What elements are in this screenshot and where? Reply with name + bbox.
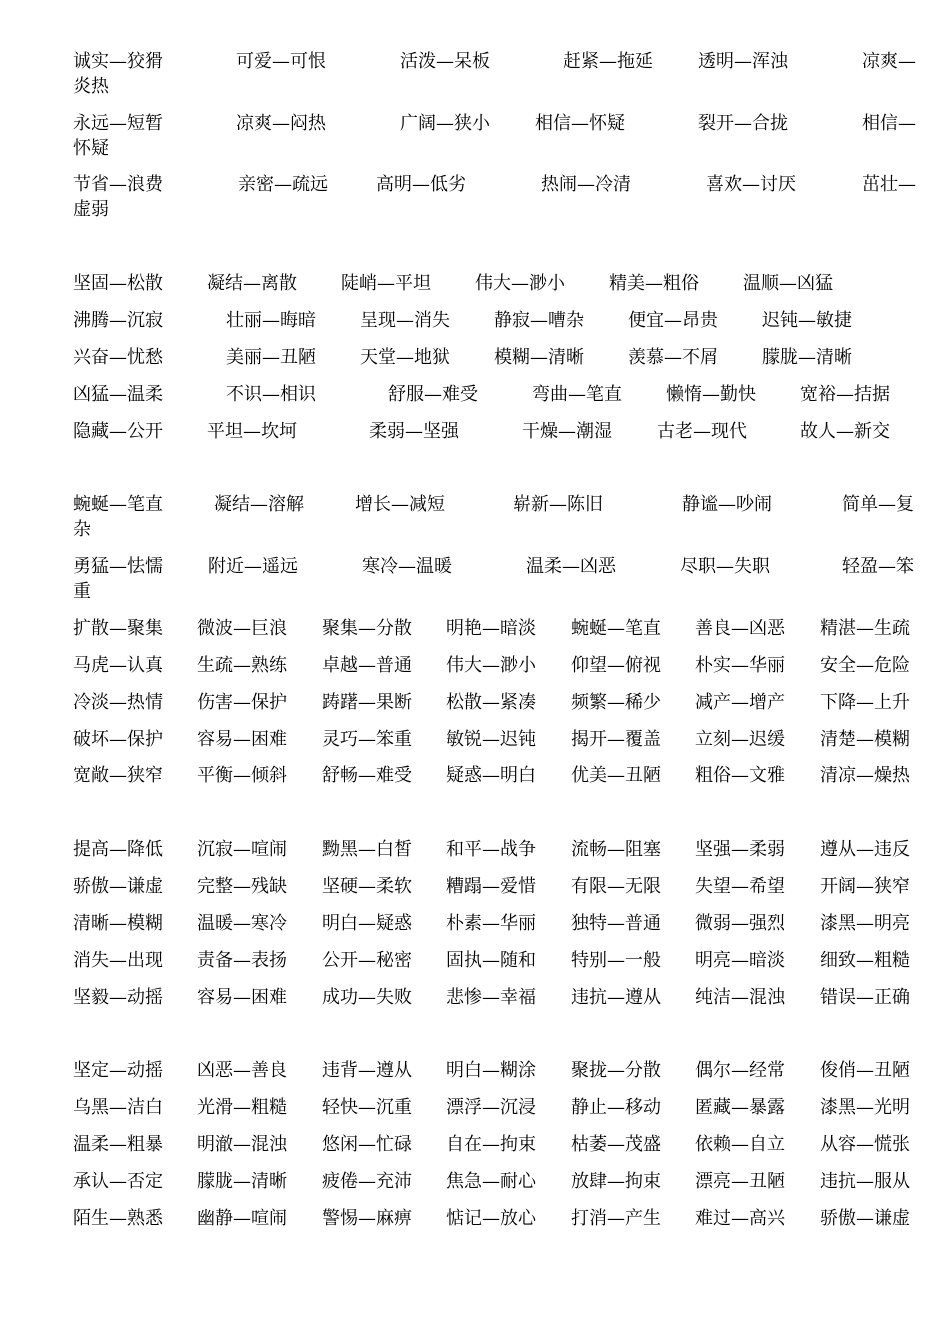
antonym-pair: 柔弱—坚强 [369, 421, 459, 442]
antonym-pair: 喜欢—讨厌 [706, 174, 796, 195]
antonym-row [0, 691, 950, 715]
antonym-row [0, 949, 950, 973]
antonym-pair: 惦记—放心 [446, 1208, 536, 1229]
antonym-pair: 舒服—难受 [388, 384, 478, 405]
antonym-pair: 乌黑—洁白 [73, 1097, 163, 1118]
antonym-pair: 平坦—坎坷 [207, 421, 297, 442]
antonym-row [0, 272, 950, 296]
antonym-pair: 温暖—寒冷 [197, 913, 287, 934]
antonym-pair: 流畅—阻塞 [571, 839, 661, 860]
antonym-pair: 清楚—模糊 [820, 729, 910, 750]
antonym-pair: 兴奋—忧愁 [73, 347, 163, 368]
antonym-pair: 独特—普通 [571, 913, 661, 934]
antonym-row [0, 173, 950, 197]
antonym-pair: 安全—危险 [820, 655, 910, 676]
antonym-row [0, 1170, 950, 1194]
antonym-pair: 平衡—倾斜 [197, 765, 287, 786]
antonym-pair: 揭开—覆盖 [571, 729, 661, 750]
antonym-pair: 明艳—暗淡 [446, 618, 536, 639]
antonym-pair: 漂浮—沉浸 [446, 1097, 536, 1118]
antonym-pair: 失望—希望 [695, 876, 785, 897]
antonym-pair: 敏锐—迟钝 [446, 729, 536, 750]
antonym-pair: 迟钝—敏捷 [762, 310, 852, 331]
antonym-pair: 微波—巨浪 [197, 618, 287, 639]
antonym-pair: 善良—凶恶 [695, 618, 785, 639]
antonym-row [0, 1133, 950, 1157]
antonym-pair: 特别—一般 [571, 950, 661, 971]
antonym-pair: 聚集—分散 [322, 618, 412, 639]
antonym-pair: 热闹—冷清 [541, 174, 631, 195]
antonym-pair: 朦胧—清晰 [762, 347, 852, 368]
antonym-row [0, 654, 950, 678]
antonym-pair: 幽静—喧闹 [197, 1208, 287, 1229]
antonym-pair: 明澈—混浊 [197, 1134, 287, 1155]
antonym-pair: 相信—怀疑 [535, 113, 625, 134]
antonym-pair: 容易—困难 [197, 729, 287, 750]
antonym-pair: 呈现—消失 [360, 310, 450, 331]
antonym-pair: 陌生—熟悉 [73, 1208, 163, 1229]
antonym-pair: 责备—表扬 [197, 950, 287, 971]
antonym-pair: 频繁—稀少 [571, 692, 661, 713]
antonym-pair: 糟蹋—爱惜 [446, 876, 536, 897]
antonym-pair: 粗俗—文雅 [695, 765, 785, 786]
antonym-pair: 冷淡—热情 [73, 692, 163, 713]
antonym-pair: 微弱—强烈 [695, 913, 785, 934]
antonym-row [0, 112, 950, 136]
antonym-pair: 亲密—疏远 [238, 174, 328, 195]
antonym-pair: 蜿蜒—笔直 [73, 494, 163, 515]
antonym-pair: 从容—慌张 [820, 1134, 910, 1155]
antonym-pair: 寒冷—温暖 [362, 556, 452, 577]
antonym-pair: 违抗—遵从 [571, 987, 661, 1008]
antonym-row [0, 617, 950, 641]
antonym-pair: 凶恶—善良 [197, 1060, 287, 1081]
antonym-pair: 舒畅—难受 [322, 765, 412, 786]
antonym-pair: 打消—产生 [571, 1208, 661, 1229]
antonym-pair: 裂开—合拢 [698, 113, 788, 134]
antonym-pair: 疲倦—充沛 [322, 1171, 412, 1192]
antonym-pair: 减产—增产 [695, 692, 785, 713]
antonym-pair: 成功—失败 [322, 987, 412, 1008]
antonym-pair: 疑惑—明白 [446, 765, 536, 786]
antonym-pair: 生疏—熟练 [197, 655, 287, 676]
antonym-pair: 破坏—保护 [73, 729, 163, 750]
antonym-pair: 放肆—拘束 [571, 1171, 661, 1192]
antonym-pair: 骄傲—谦虚 [73, 876, 163, 897]
antonym-pair: 透明—浑浊 [698, 51, 788, 72]
antonym-row [0, 555, 950, 579]
antonym-pair: 仰望—俯视 [571, 655, 661, 676]
antonym-row [0, 728, 950, 752]
antonym-pair: 坚强—柔弱 [695, 839, 785, 860]
antonym-pair: 俊俏—丑陋 [820, 1060, 910, 1081]
antonym-pair: 增长—减短 [355, 494, 445, 515]
antonym-row [0, 309, 950, 333]
antonym-pair: 完整—残缺 [197, 876, 287, 897]
antonym-pair: 美丽—丑陋 [226, 347, 316, 368]
antonym-pair: 焦急—耐心 [446, 1171, 536, 1192]
antonym-wrap-text: 重 [73, 581, 91, 602]
antonym-row [0, 838, 950, 862]
antonym-wrap-text: 杂 [73, 519, 91, 540]
antonym-pair: 诚实—狡猾 [73, 51, 163, 72]
antonym-row [0, 493, 950, 517]
antonym-pair: 漂亮—丑陋 [695, 1171, 785, 1192]
antonym-pair: 赶紧—拖延 [563, 51, 653, 72]
antonym-pair: 羡慕—不屑 [628, 347, 718, 368]
antonym-pair: 违背—遵从 [322, 1060, 412, 1081]
antonym-pair: 清晰—模糊 [73, 913, 163, 934]
antonym-pair: 凉爽—闷热 [236, 113, 326, 134]
antonym-pair: 模糊—清晰 [494, 347, 584, 368]
antonym-pair: 陡峭—平坦 [341, 273, 431, 294]
antonym-pair: 骄傲—谦虚 [820, 1208, 910, 1229]
antonym-row [0, 875, 950, 899]
antonym-pair: 凶猛—温柔 [73, 384, 163, 405]
antonym-pair: 凉爽— [862, 51, 916, 72]
antonym-pair: 壮丽—晦暗 [226, 310, 316, 331]
antonym-pair: 灵巧—笨重 [322, 729, 412, 750]
antonym-pair: 精美—粗俗 [609, 273, 699, 294]
antonym-pair: 朴素—华丽 [446, 913, 536, 934]
antonym-pair: 立刻—迟缓 [695, 729, 785, 750]
antonym-pair: 坚毅—动摇 [73, 987, 163, 1008]
antonym-pair: 下降—上升 [820, 692, 910, 713]
antonym-pair: 静谧—吵闹 [682, 494, 772, 515]
antonym-pair: 错误—正确 [820, 987, 910, 1008]
antonym-row [0, 346, 950, 370]
antonym-pair: 固执—随和 [446, 950, 536, 971]
antonym-pair: 偶尔—经常 [695, 1060, 785, 1081]
antonym-row [0, 50, 950, 74]
antonym-pair: 优美—丑陋 [571, 765, 661, 786]
antonym-row [0, 383, 950, 407]
antonym-row [0, 420, 950, 444]
antonym-pair: 可爱—可恨 [236, 51, 326, 72]
antonym-pair: 警惕—麻痹 [322, 1208, 412, 1229]
antonym-pair: 便宜—昂贵 [628, 310, 718, 331]
antonym-pair: 开阔—狭窄 [820, 876, 910, 897]
antonym-pair: 朦胧—清晰 [197, 1171, 287, 1192]
antonym-pair: 弯曲—笔直 [532, 384, 622, 405]
antonym-pair: 蜿蜒—笔直 [571, 618, 661, 639]
antonym-pair: 聚拢—分散 [571, 1060, 661, 1081]
antonym-pair: 节省—浪费 [73, 174, 163, 195]
antonym-pair: 静寂—嘈杂 [494, 310, 584, 331]
antonym-pair: 明白—疑惑 [322, 913, 412, 934]
antonym-pair: 凝结—离散 [207, 273, 297, 294]
antonym-pair: 违抗—服从 [820, 1171, 910, 1192]
antonym-pair: 永远—短暂 [73, 113, 163, 134]
antonym-pair: 扩散—聚集 [73, 618, 163, 639]
antonym-pair: 自在—拘束 [446, 1134, 536, 1155]
antonym-pair: 古老—现代 [657, 421, 747, 442]
antonym-pair: 故人—新交 [800, 421, 890, 442]
antonym-pair: 容易—困难 [197, 987, 287, 1008]
antonym-wrap-text: 怀疑 [73, 138, 109, 159]
antonym-pair: 温顺—凶猛 [743, 273, 833, 294]
antonym-pair: 天堂—地狱 [360, 347, 450, 368]
antonym-pair: 公开—秘密 [322, 950, 412, 971]
antonym-pair: 隐藏—公开 [73, 421, 163, 442]
antonym-pair: 相信— [862, 113, 916, 134]
antonym-pair: 遵从—违反 [820, 839, 910, 860]
antonym-pair: 匿藏—暴露 [695, 1097, 785, 1118]
antonym-pair: 马虎—认真 [73, 655, 163, 676]
antonym-pair: 承认—否定 [73, 1171, 163, 1192]
antonym-pair: 依赖—自立 [695, 1134, 785, 1155]
antonym-pair: 漆黑—明亮 [820, 913, 910, 934]
antonym-pair: 坚定—动摇 [73, 1060, 163, 1081]
antonym-pair: 细致—粗糙 [820, 950, 910, 971]
antonym-pair: 黝黑—白皙 [322, 839, 412, 860]
antonym-pair: 尽职—失职 [680, 556, 770, 577]
antonym-pair: 漆黑—光明 [820, 1097, 910, 1118]
antonym-pair: 提高—降低 [73, 839, 163, 860]
antonym-pair: 光滑—粗糙 [197, 1097, 287, 1118]
antonym-row [0, 1207, 950, 1231]
antonym-pair: 沸腾—沉寂 [73, 310, 163, 331]
antonym-pair: 有限—无限 [571, 876, 661, 897]
antonym-pair: 明白—糊涂 [446, 1060, 536, 1081]
antonym-pair: 宽裕—拮据 [800, 384, 890, 405]
antonym-pair: 简单—复 [842, 494, 914, 515]
antonym-pair: 沉寂—喧闹 [197, 839, 287, 860]
antonym-pair: 伤害—保护 [197, 692, 287, 713]
antonym-pair: 温柔—凶恶 [526, 556, 616, 577]
antonym-pair: 宽敞—狭窄 [73, 765, 163, 786]
antonym-row [0, 764, 950, 788]
antonym-pair: 明亮—暗淡 [695, 950, 785, 971]
antonym-pair: 轻快—沉重 [322, 1097, 412, 1118]
antonym-pair: 附近—遥远 [208, 556, 298, 577]
antonym-row [0, 986, 950, 1010]
antonym-pair: 踌躇—果断 [322, 692, 412, 713]
antonym-row [0, 912, 950, 936]
antonym-pair: 伟大—渺小 [475, 273, 565, 294]
antonym-pair: 和平—战争 [446, 839, 536, 860]
antonym-pair: 凝结—溶解 [214, 494, 304, 515]
antonym-pair: 温柔—粗暴 [73, 1134, 163, 1155]
antonym-pair: 枯萎—茂盛 [571, 1134, 661, 1155]
antonym-pair: 朴实—华丽 [695, 655, 785, 676]
antonym-pair: 懒惰—勤快 [666, 384, 756, 405]
antonym-pair: 清凉—燥热 [820, 765, 910, 786]
antonym-pair: 精湛—生疏 [820, 618, 910, 639]
antonym-pair: 坚固—松散 [73, 273, 163, 294]
antonym-pair: 静止—移动 [571, 1097, 661, 1118]
antonym-pair: 卓越—普通 [322, 655, 412, 676]
antonym-row [0, 1059, 950, 1083]
antonym-pair: 茁壮— [862, 174, 916, 195]
antonym-pair: 崭新—陈旧 [513, 494, 603, 515]
antonym-pair: 轻盈—笨 [842, 556, 914, 577]
antonym-row [0, 1096, 950, 1120]
antonym-pair: 不识—相识 [226, 384, 316, 405]
antonym-pair: 伟大—渺小 [446, 655, 536, 676]
antonym-wrap-text: 虚弱 [73, 199, 109, 220]
antonym-pair: 广阔—狭小 [400, 113, 490, 134]
antonym-wrap-text: 炎热 [73, 76, 109, 97]
antonym-pair: 活泼—呆板 [400, 51, 490, 72]
antonym-pair: 消失—出现 [73, 950, 163, 971]
antonym-pair: 坚硬—柔软 [322, 876, 412, 897]
antonym-pair: 勇猛—怯懦 [73, 556, 163, 577]
antonym-pair: 高明—低劣 [376, 174, 466, 195]
antonym-pair: 难过—高兴 [695, 1208, 785, 1229]
antonym-pair: 悲惨—幸福 [446, 987, 536, 1008]
antonym-pair: 干燥—潮湿 [522, 421, 612, 442]
antonym-pair: 纯洁—混浊 [695, 987, 785, 1008]
antonym-pair: 悠闲—忙碌 [322, 1134, 412, 1155]
antonym-pair: 松散—紧凑 [446, 692, 536, 713]
